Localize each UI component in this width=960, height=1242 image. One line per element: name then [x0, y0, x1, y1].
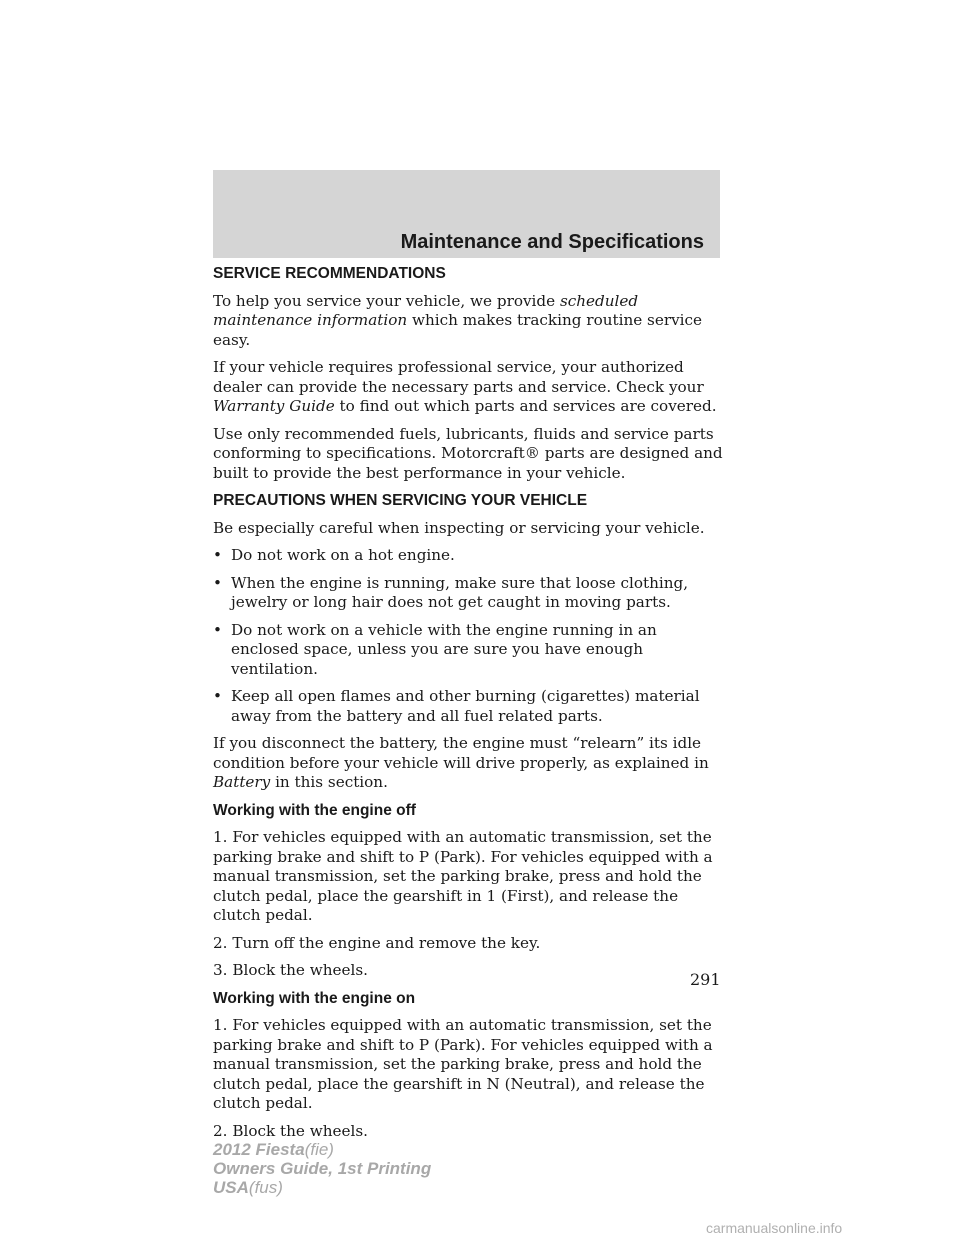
footer-line-model: 2012 Fiesta(fie): [213, 1140, 334, 1159]
step-engine-off-3: 3. Block the wheels.: [213, 961, 368, 979]
paragraph-service-intro: To help you service your vehicle, we provide scheduled maintenance information which makes tracking routine service easy.: [213, 291, 703, 349]
precautions-list: [213, 546, 725, 726]
emphasis-scheduled-maintenance: scheduled maintenance information: [213, 291, 639, 329]
paragraph-professional-service: If your vehicle requires professional service, your authorized dealer can provide the necessary parts and service. Check your Warranty Guide to find out which parts and services are covered.: [213, 358, 717, 415]
paragraph-battery-relearn: If you disconnect the battery, the engine must “relearn” its idle condition before your vehicle will drive properly, as explained in Battery in this section.: [213, 734, 709, 791]
page-content: [213, 264, 725, 1149]
list-item: • Do not work on a hot engine.: [213, 546, 725, 566]
list-item: • Do not work on a vehicle with the engine running in an enclosed space, unless you are sure you have enough ventilation.: [213, 621, 725, 680]
heading-service-recommendations: SERVICE RECOMMENDATIONS: [213, 265, 446, 282]
heading-engine-on: Working with the engine on: [213, 989, 416, 1007]
emphasis-warranty-guide: Warranty Guide: [213, 397, 335, 415]
step-engine-on-2: 2. Block the wheels.: [213, 1121, 368, 1140]
footer-line-guide: Owners Guide, 1st Printing: [213, 1159, 432, 1178]
list-item: • Keep all open flames and other burning (cigarettes) material away from the battery and all fuel related parts.: [213, 687, 725, 726]
step-engine-off-1: 1. For vehicles equipped with an automatic transmission, set the parking brake and shift to P (Park). For vehicles equipped with a manual transmission, set the parking brake, press and hold the clutch pedal, place the gearshift in 1 (First), and release the clutch pedal.: [213, 828, 713, 924]
emphasis-battery: Battery: [213, 773, 271, 791]
footer-line-region: USA(fus): [213, 1178, 283, 1197]
print-footer: [213, 1140, 431, 1197]
heading-precautions: PRECAUTIONS WHEN SERVICING YOUR VEHICLE: [213, 492, 588, 509]
paragraph-precautions-intro: Be especially careful when inspecting or servicing your vehicle.: [213, 518, 705, 537]
heading-engine-off: Working with the engine off: [213, 801, 416, 819]
paragraph-recommended-parts: Use only recommended fuels, lubricants, fluids and service parts conforming to specifications. Motorcraft® parts are designed and built to provide the best performance in your vehicle.: [213, 424, 723, 482]
step-engine-off-2: 2. Turn off the engine and remove the key.: [213, 933, 541, 952]
page-number: 291: [690, 970, 721, 989]
list-item: • When the engine is running, make sure that loose clothing, jewelry or long hair does not get caught in moving parts.: [213, 574, 725, 613]
section-title: Maintenance and Specifications: [400, 231, 704, 253]
section-header-band: [213, 170, 720, 258]
step-engine-on-1: 1. For vehicles equipped with an automatic transmission, set the parking brake and shift to P (Park). For vehicles equipped with a manual transmission, set the parking brake, press and hold the clutch pedal, place the gearshift in N (Neutral), and release the clutch pedal.: [213, 1016, 713, 1112]
watermark: carmanualsonline.info: [706, 1220, 843, 1236]
